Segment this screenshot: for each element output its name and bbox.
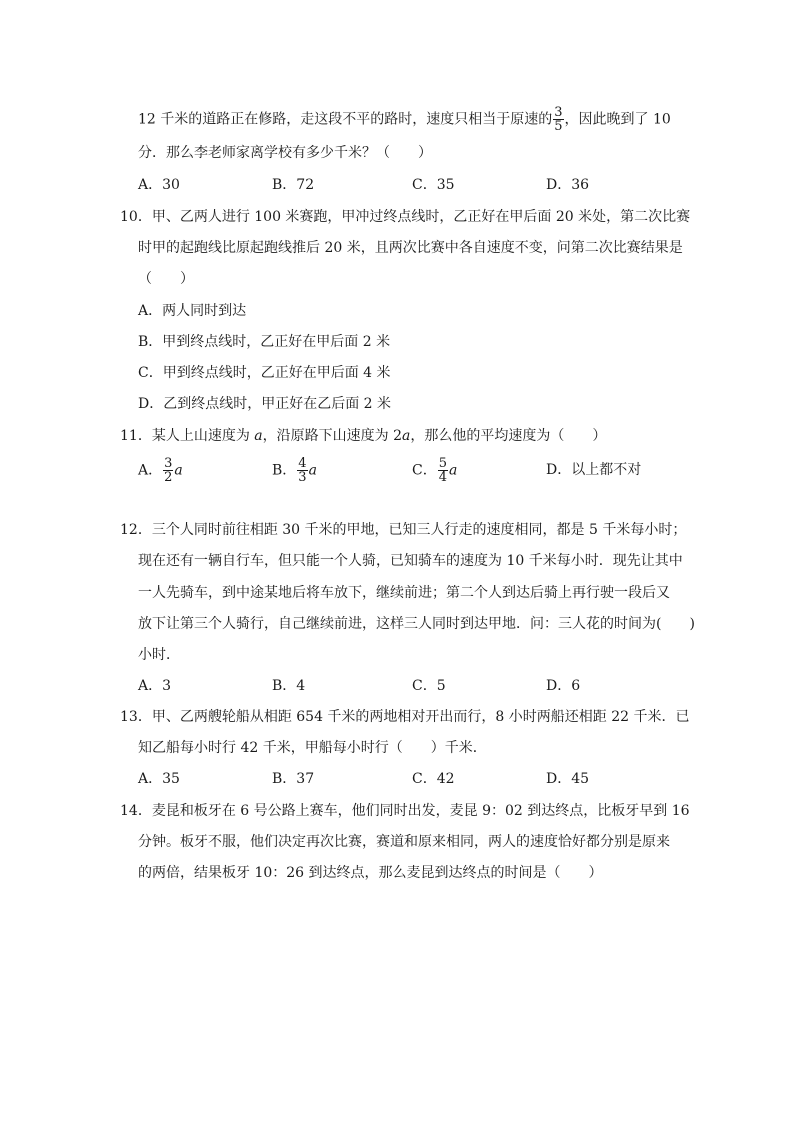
q9-line-2: 分．那么李老师家离学校有多少千米？（ ） <box>138 145 432 161</box>
q13-option-b: B．37 <box>272 771 315 787</box>
fraction-denominator: 3 <box>298 470 307 485</box>
fraction-denominator: 4 <box>438 470 447 485</box>
q11-variable-a: a <box>449 462 458 479</box>
q11-option-d: D．以上都不对 <box>546 462 642 478</box>
q11-text-c: ，那么他的平均速度为（ ） <box>410 428 607 444</box>
q10-option-a: A．两人同时到达 <box>138 303 247 319</box>
q13-line-2: 知乙船每小时行 42 千米，甲船每小时行（ ）千米． <box>138 740 487 756</box>
q10-option-b: B．甲到终点线时，乙正好在甲后面 2 米 <box>138 334 391 350</box>
fraction-numerator: 3 <box>164 456 173 471</box>
q9-fraction <box>553 106 563 133</box>
q9-option-a: A．30 <box>138 177 180 193</box>
q11-text-b: ，沿原路下山速度为 2 <box>262 428 402 444</box>
q10-option-d: D．乙到终点线时，甲正好在乙后面 2 米 <box>138 396 392 412</box>
q9-fraction-numerator: 3 <box>554 105 563 120</box>
q9-option-d: D．36 <box>546 177 590 193</box>
q12-option-a: A．3 <box>138 678 172 694</box>
q11-option-b-fraction <box>297 457 307 484</box>
q11-line-1 <box>120 426 606 446</box>
q11-variable-a: a <box>254 428 263 444</box>
q11-option-b-label: B． <box>272 462 297 479</box>
q10-line-1: 10．甲、乙两人进行 100 米赛跑，甲冲过终点线时，乙正好在甲后面 20 米处，第二次比赛 <box>120 209 691 225</box>
q10-line-2: 时甲的起跑线比原起跑线推后 20 米，且两次比赛中各自速度不变，问第二次比赛结果是 <box>138 240 683 256</box>
q14-line-1: 14．麦昆和板牙在 6 号公路上赛车，他们同时出发，麦昆 9：02 到达终点，比板牙早到 16 <box>120 803 690 819</box>
q10-option-c: C．甲到终点线时，乙正好在甲后面 4 米 <box>138 365 391 381</box>
q11-option-c-fraction <box>438 457 448 484</box>
q13-option-c: C．42 <box>412 771 455 787</box>
q11-option-a <box>138 457 183 484</box>
q12-line-1: 12．三个人同时前往相距 30 千米的甲地，已知三人行走的速度相同，都是 5 千米每小时； <box>120 522 687 538</box>
q13-option-a: A．35 <box>138 771 180 787</box>
q11-option-c <box>412 457 457 484</box>
q11-option-a-fraction <box>163 457 173 484</box>
q9-text-a: 12 千米的道路正在修路，走这段不平的路时，速度只相当于原速的 <box>138 111 553 128</box>
q14-line-2: 分钟。板牙不服，他们决定再次比赛，赛道和原来相同，两人的速度恰好都分别是原来 <box>138 834 670 850</box>
q9-line-1 <box>138 106 671 133</box>
q12-option-b: B．4 <box>272 678 306 694</box>
q12-line-3: 一人先骑车，到中途某地后将车放下，继续前进；第二个人到达后骑上再行驶一段后又 <box>138 585 670 601</box>
q11-variable-a: a <box>308 462 317 479</box>
q10-line-3: （ ） <box>138 271 194 287</box>
q11-option-a-label: A． <box>138 462 163 479</box>
q11-option-c-label: C． <box>412 462 437 479</box>
fraction-numerator: 4 <box>298 456 307 471</box>
q13-line-1: 13．甲、乙两艘轮船从相距 654 千米的两地相对开出而行，8 小时两船还相距 22 千米．已 <box>120 709 690 725</box>
q12-line-4: 放下让第三个人骑行，自己继续前进，这样三人同时到达甲地．问：三人花的时间为( ) <box>138 616 695 632</box>
q9-fraction-denominator: 5 <box>554 119 563 134</box>
q9-option-b: B．72 <box>272 177 315 193</box>
q14-line-3: 的两倍，结果板牙 10：26 到达终点，那么麦昆到达终点的时间是（ ） <box>138 865 603 881</box>
q13-option-d: D．45 <box>546 771 590 787</box>
q11-variable-a: a <box>174 462 183 479</box>
fraction-denominator: 2 <box>164 470 173 485</box>
q12-line-5: 小时． <box>138 647 180 663</box>
q11-option-b <box>272 457 317 484</box>
q12-option-c: C．5 <box>412 678 446 694</box>
q12-line-2: 现在还有一辆自行车，但只能一个人骑，已知骑车的速度为 10 千米每小时．现先让其中 <box>138 553 683 569</box>
q11-variable-a: a <box>401 428 411 444</box>
q9-option-c: C．35 <box>412 177 455 193</box>
q11-text-a: 11．某人上山速度为 <box>120 428 255 444</box>
fraction-numerator: 5 <box>438 456 447 471</box>
q9-text-b: ，因此晚到了 10 <box>564 111 671 128</box>
q12-option-d: D．6 <box>546 678 581 694</box>
